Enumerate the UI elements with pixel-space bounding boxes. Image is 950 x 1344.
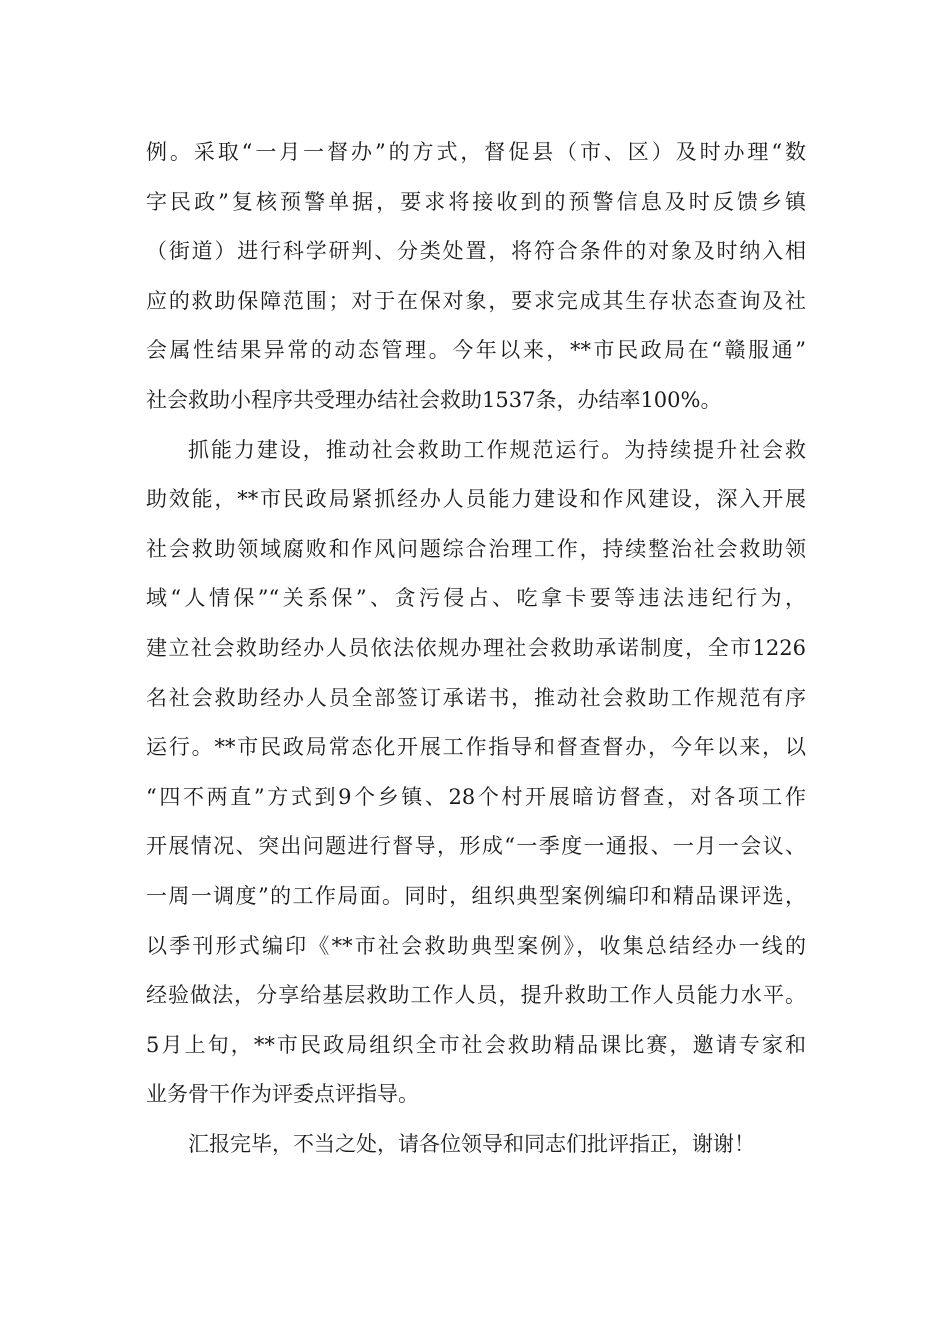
text-line: 域“人情保”“关系保”、贪污侵占、吃拿卡要等违法违纪行为，: [146, 586, 806, 611]
text-line: “四不两直”方式到9个乡镇、28个村开展暗访督查，对各项工作: [146, 784, 806, 809]
paragraph-1: [146, 128, 806, 426]
text-line: 汇报完毕，不当之处，请各位领导和同志们批评指正，谢谢！: [188, 1131, 755, 1156]
text-line: （街道）进行科学研判、分类处置，将符合条件的对象及时纳入相: [146, 239, 806, 264]
text-line: 社会救助领域腐败和作风问题综合治理工作，持续整治社会救助领: [146, 536, 806, 561]
text-line: 例。采取“一月一督办”的方式，督促县（市、区）及时办理“数: [146, 140, 806, 164]
text-line: 开展情况、突出问题进行督导，形成“一季度一通报、一月一会议、: [146, 834, 806, 859]
text-line: 应的救助保障范围；对于在保对象，要求完成其生存状态查询及社: [146, 288, 806, 313]
text-line: 5月上旬，**市民政局组织全市社会救助精品课比赛，邀请专家和: [146, 1032, 806, 1057]
paragraph-2: [146, 426, 806, 1120]
text-line: 会属性结果异常的动态管理。今年以来，**市民政局在“赣服通”: [146, 338, 806, 363]
text-line: 名社会救助经办人员全部签订承诺书，推动社会救助工作规范有序: [146, 685, 806, 710]
text-line: 建立社会救助经办人员依法依规办理社会救助承诺制度，全市1226: [146, 635, 806, 660]
text-line: 助效能，**市民政局紧抓经办人员能力建设和作风建设，深入开展: [146, 487, 806, 512]
paragraph-3: [146, 1120, 806, 1170]
text-line: 经验做法，分享给基层救助工作人员，提升救助工作人员能力水平。: [146, 983, 806, 1008]
text-line: 社会救助小程序共受理办结社会救助1537条，办结率100%。: [146, 387, 722, 412]
text-line: 运行。**市民政局常态化开展工作指导和督查督办，今年以来，以: [146, 735, 806, 760]
text-line: 业务骨干作为评委点评指导。: [146, 1082, 419, 1107]
text-line: 以季刊形式编印《**市社会救助典型案例》，收集总结经办一线的: [146, 933, 806, 958]
text-line: 一周一调度”的工作局面。同时，组织典型案例编印和精品课评选，: [146, 883, 806, 908]
body-text: [146, 128, 806, 1169]
text-line: 字民政”复核预警单据，要求将接收到的预警信息及时反馈乡镇: [146, 189, 806, 214]
text-line: 抓能力建设，推动社会救助工作规范运行。为持续提升社会救: [188, 437, 806, 462]
